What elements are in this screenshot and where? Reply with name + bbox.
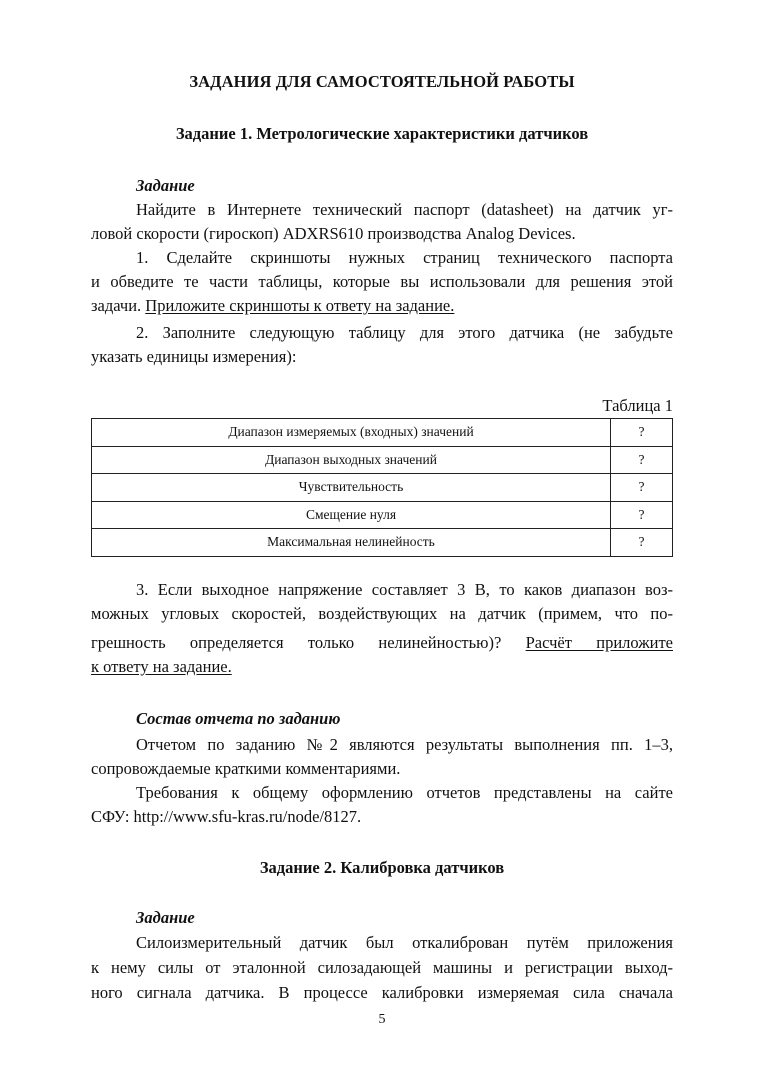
table-caption: Таблица 1: [602, 396, 673, 415]
table-row: [92, 474, 673, 502]
task1-item3-line4: [91, 654, 673, 680]
task1-item3-line2: можных угловых скоростей, воздействующих на датчик (примем, что по-: [91, 604, 673, 623]
report-line1: Отчетом по заданию №2 являются результаты выполнения пп. 1–3,: [136, 735, 673, 754]
table-row: [92, 501, 673, 529]
table-cell-value: ?: [611, 474, 673, 502]
task2-title: Задание 2. Калибровка датчиков: [259, 858, 505, 877]
table-cell-value: ?: [611, 501, 673, 529]
report-label: Состав отчета по заданию: [136, 709, 341, 728]
page-number: 5: [378, 1012, 386, 1027]
task1-item1-line3-text: задачи.: [91, 296, 146, 315]
task1-item1-attach-note: Приложите скриншоты к ответу на задание.: [145, 296, 455, 315]
task1-item1-line3: [91, 293, 673, 319]
table-cell-label: Диапазон выходных значений: [92, 446, 611, 474]
table-row: [92, 529, 673, 557]
task2-line1: Силоизмерительный датчик был откалиброван путём приложения: [136, 933, 673, 952]
task1-intro-line1: Найдите в Интернете технический паспорт (datasheet) на датчик уг-: [136, 200, 673, 219]
table-cell-label: Чувствительность: [92, 474, 611, 502]
task1-item1-line2: и обведите те части таблицы, которые вы использовали для решения этой: [91, 272, 673, 291]
table-cell-value: ?: [611, 419, 673, 447]
task2-line3: ного сигнала датчика. В процессе калибровки измеряемая сила сначала: [91, 983, 673, 1002]
task2-zadanie-label: Задание: [136, 908, 195, 927]
requirements-line2: СФУ: http://www.sfu-kras.ru/node/8127.: [91, 807, 362, 826]
task1-item2-line1: 2. Заполните следующую таблицу для этого датчика (не забудьте: [136, 323, 673, 342]
task1-item1-line1: 1. Сделайте скриншоты нужных страниц технического паспорта: [136, 248, 673, 267]
page-heading: ЗАДАНИЯ ДЛЯ САМОСТОЯТЕЛЬНОЙ РАБОТЫ: [189, 72, 575, 91]
report-line2: сопровождаемые краткими комментариями.: [91, 759, 401, 778]
table-cell-label: Смещение нуля: [92, 501, 611, 529]
task1-item3-line3-text: грешность определяется только нелинейностью)?: [91, 633, 526, 652]
task1-zadanie-label: Задание: [136, 176, 195, 195]
task1-item3-line1: 3. Если выходное напряжение составляет 3 В, то каков диапазон воз-: [136, 580, 673, 599]
task1-item3-attach-note-end: к ответу на задание.: [91, 657, 232, 676]
task1-intro-line2: ловой скорости (гироскоп) ADXRS610 производства Analog Devices.: [91, 224, 576, 243]
table-cell-label: Диапазон измеряемых (входных) значений: [92, 419, 611, 447]
task1-title: Задание 1. Метрологические характеристики датчиков: [175, 124, 589, 143]
task1-item3-attach-note: Расчёт приложите: [525, 633, 673, 652]
task2-line2: к нему силы от эталонной силозадающей машины и регистрации выход-: [91, 958, 673, 977]
task1-item3-line3: [91, 630, 673, 656]
table-cell-label: Максимальная нелинейность: [92, 529, 611, 557]
table-cell-value: ?: [611, 446, 673, 474]
requirements-line1: Требования к общему оформлению отчетов представлены на сайте: [136, 783, 673, 802]
table-cell-value: ?: [611, 529, 673, 557]
task1-item2-line2: указать единицы измерения):: [91, 347, 297, 366]
table-row: [92, 419, 673, 447]
table-row: [92, 446, 673, 474]
characteristics-table: [91, 418, 673, 557]
